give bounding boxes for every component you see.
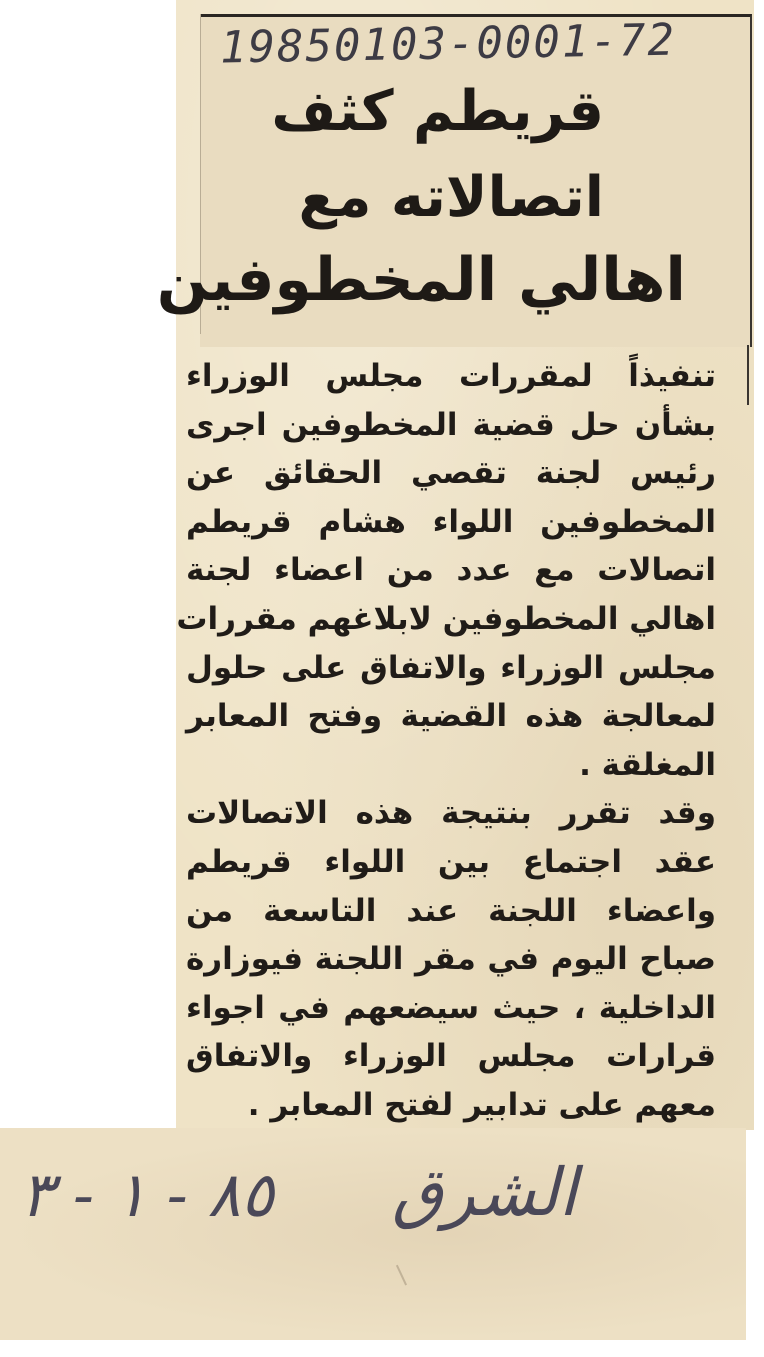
handwritten-note: [12, 1150, 712, 1260]
body-line: صباح اليوم في مقر اللجنة فيوزارة: [186, 941, 716, 978]
archive-stamp-code: 19850103-0001-72: [219, 14, 677, 74]
body-line: مجلس الوزراء والاتفاق على حلول: [186, 649, 716, 686]
handwritten-date: ٨٥ - ١ - ٣: [20, 1158, 274, 1231]
body-line: تنفيذاً لمقررات مجلس الوزراء: [186, 358, 716, 394]
border-tick: [747, 345, 749, 405]
headline-line-3: اهالي المخطوفين: [156, 245, 686, 315]
body-line: لمعالجة هذه القضية وفتح المعابر: [186, 698, 716, 735]
body-line: وقد تقرر بنتيجة هذه الاتصالات: [186, 795, 716, 832]
body-line: اهالي المخطوفين لابلاغهم مقررات: [176, 600, 716, 637]
body-line: المغلقة .: [579, 746, 716, 783]
body-line: رئيس لجنة تقصي الحقائق عن: [186, 455, 716, 492]
body-line: المخطوفين اللواء هشام قريطم: [186, 503, 716, 540]
body-line: قرارات مجلس الوزراء والاتفاق: [186, 1038, 716, 1075]
body-line: واعضاء اللجنة عند التاسعة من: [186, 892, 716, 929]
body-line: اتصالات مع عدد من اعضاء لجنة: [186, 552, 716, 589]
article-body: [176, 352, 716, 1130]
handwritten-source: الشرق: [392, 1154, 577, 1231]
body-line: معهم على تدابير لفتح المعابر .: [247, 1086, 716, 1123]
headline-line-1: قريطم كثف: [271, 79, 604, 144]
body-line: عقد اجتماع بين اللواء قريطم: [186, 843, 716, 880]
body-line: بشأن حل قضية المخطوفين اجرى: [186, 406, 716, 443]
headline-line-2: اتصالاته مع: [298, 165, 604, 230]
body-line: الداخلية ، حيث سيضعهم في اجواء: [186, 989, 716, 1026]
